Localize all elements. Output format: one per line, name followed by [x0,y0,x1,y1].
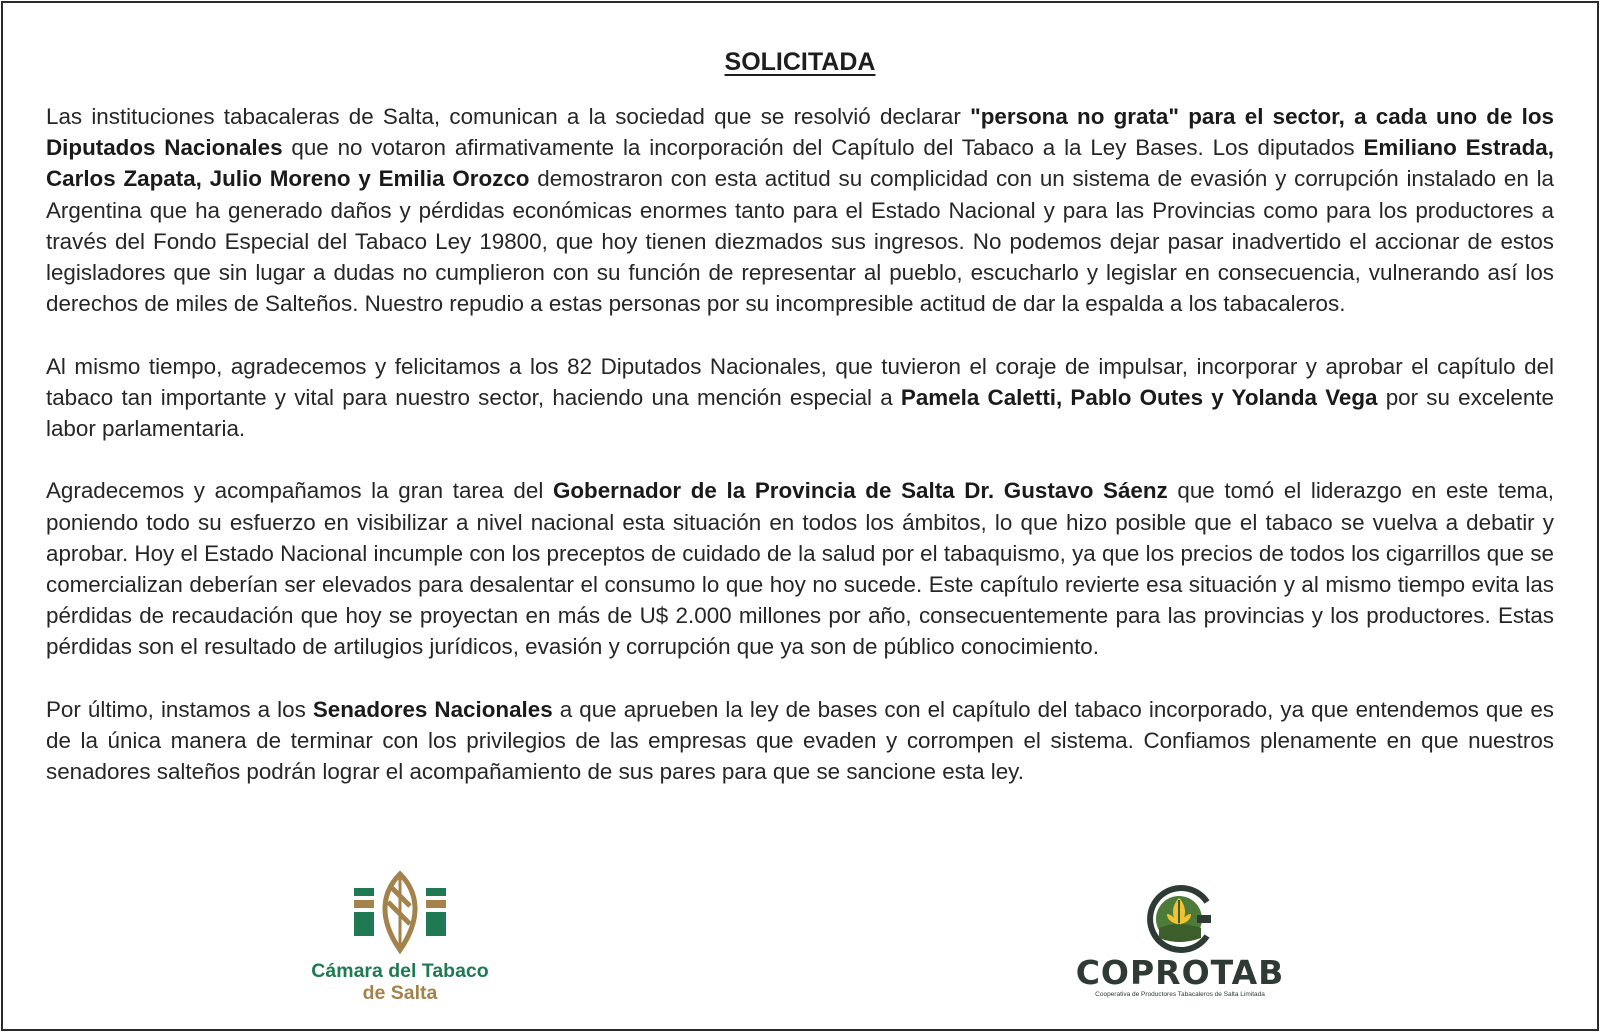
text-run: demostraron con esta actitud su complicidad con un sistema de evasión y corrupción instalado en la Argentina que ha generado daños y pérdidas económicas enormes tanto para el Estado Nacional y para las Provincias como para los productores a través del Fondo Especial del Tabaco Ley 19800, que hoy tienen diezmados sus ingresos. No podemos dejar pasar inadvertido el accionar de estos legisladores que sin lugar a dudas no cumplieron con su función de representar al pueblo, escucharlo y legislar en consecuencia, vulnerando así los derechos de miles de Salteños. Nuestro repudio a estas personas por su incompresible actitud de dar la espalda a los tabacaleros. [46,166,1554,317]
tobacco-plant-circle-icon [1145,884,1215,954]
paragraph-2 [46,351,1554,445]
text-run: Por último, instamos a los [46,696,313,722]
paragraph-1 [46,101,1554,319]
text-run: Al mismo tiempo, agradecemos y felicitamos a los 82 Diputados Nacionales, que tuvieron el coraje de impulsar, incorporar y aprobar el capítulo del tabaco tan importante y vital para nuestro sector, haciendo una mención especial a [46,353,1554,410]
tobacco-leaf-icon [352,870,448,954]
text-run: a que aprueben la ley de bases con el capítulo del tabaco incorporado, ya que entendemos que es de la única manera de terminar con los privilegios de las empresas que evaden y corrompen el sistema. Confiamos plenamente en que nuestros senadores salteños podrán lograr el acompañamiento de sus pares para que se sancione esta ley. [46,696,1554,785]
page-title: SOLICITADA [724,48,876,76]
text-run-bold: Senadores Nacionales [312,696,553,722]
camara-tabaco-logo [300,870,500,1010]
coprotab-name: COPROTAB [1075,953,1285,992]
paragraph-4 [46,694,1554,788]
coprotab-logo [1070,884,1290,1014]
coprotab-sub: Cooperativa de Productores Tabacaleros de Salta Limitada [1095,991,1265,998]
camara-sub: de Salta [362,982,438,1004]
text-run-bold: Pamela Caletti, Pablo Outes y Yolanda Vega [900,384,1378,410]
text-run-bold: Emiliano Estrada, Carlos Zapata, Julio Moreno y Emilia Orozco [46,135,1554,192]
text-run: que no votaron afirmativamente la incorporación del Capítulo del Tabaco a la Ley Bases. Los diputados [282,135,1364,161]
text-run: Las instituciones tabacaleras de Salta, comunican a la sociedad que se resolvió declarar [46,104,971,129]
announcement-body [46,101,1554,819]
text-run: por su excelente labor parlamentaria. [46,384,1554,442]
text-run-bold: "persona no grata" para el sector, a cada uno de los Diputados Nacionales [46,104,1554,161]
paragraph-3 [46,475,1554,662]
camara-name: Cámara del Tabaco [311,960,489,982]
text-run-bold: Gobernador de la Provincia de Salta Dr. Gustavo Sáenz [552,478,1168,504]
text-run: que tomó el liderazgo en este tema, poniendo todo su esfuerzo en visibilizar a nivel nacional esta situación en todos los ámbitos, lo que hizo posible que el tabaco se vuelva a debatir y aprobar. Hoy el Estado Nacional incumple con los preceptos de cuidado de la salud por el tabaquismo, ya que los precios de todos los cigarrillos que se comercializan deberían ser elevados para desalentar el consumo lo que hoy no sucede. Este capítulo revierte esa situación y al mismo tiempo evita las pérdidas de recaudación que hoy se proyectan en más de U$ 2.000 millones por año, consecuentemente para las provincias y los productores. Estas pérdidas son el resultado de artilugios jurídicos, evasión y corrupción que ya son de público conocimiento. [46,478,1554,660]
text-run: Agradecemos y acompañamos la gran tarea del [46,478,553,504]
